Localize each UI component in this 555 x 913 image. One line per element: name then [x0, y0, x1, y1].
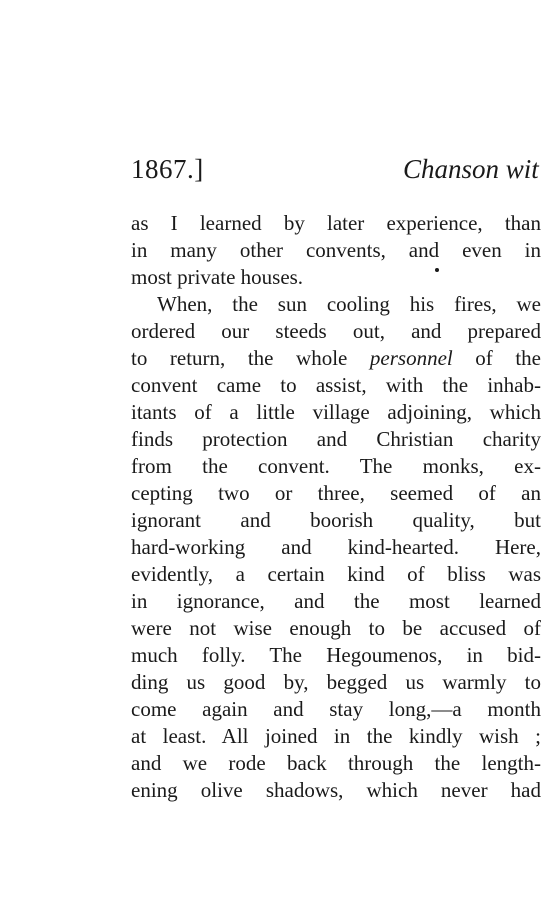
text-line: ening olive shadows, which never had [131, 778, 541, 802]
text-line: evidently, a certain kind of bliss was [131, 562, 541, 586]
running-head [0, 150, 555, 194]
body-text [131, 210, 541, 804]
text-line: and we rode back through the length- [131, 751, 541, 775]
text-line: ignorant and boorish quality, but [131, 508, 541, 532]
running-title: Chanson wit [403, 154, 539, 184]
text-line: in many other convents, and even in [131, 238, 541, 262]
text-line: cepting two or three, seemed of an [131, 481, 541, 505]
text-line: ordered our steeds out, and prepared [131, 319, 541, 343]
text-line: from the convent. The monks, ex- [131, 454, 541, 478]
italic-word: personnel [369, 346, 453, 370]
text-line: When, the sun cooling his fires, we [157, 292, 541, 316]
page-year: 1867.] [131, 154, 204, 184]
text-segment: to return, the whole [131, 346, 370, 370]
text-line: much folly. The Hegoumenos, in bid- [131, 643, 541, 667]
text-line: itants of a little village adjoining, which [131, 400, 541, 424]
text-segment: of the [452, 346, 542, 370]
text-line: come again and stay long,—a month [131, 697, 541, 721]
text-line: convent came to assist, with the inhab- [131, 373, 541, 397]
text-line-mixed [131, 345, 541, 372]
text-line: hard-working and kind-hearted. Here, [131, 535, 541, 559]
text-line: at least. All joined in the kindly wish ; [131, 724, 541, 748]
text-line: ding us good by, begged us warmly to [131, 670, 541, 694]
text-line: finds protection and Christian charity [131, 427, 541, 451]
text-line: in ignorance, and the most learned [131, 589, 541, 613]
text-line: most private houses. [131, 265, 304, 289]
text-line: as I learned by later experience, than [131, 211, 541, 235]
text-line: were not wise enough to be accused of [131, 616, 541, 640]
